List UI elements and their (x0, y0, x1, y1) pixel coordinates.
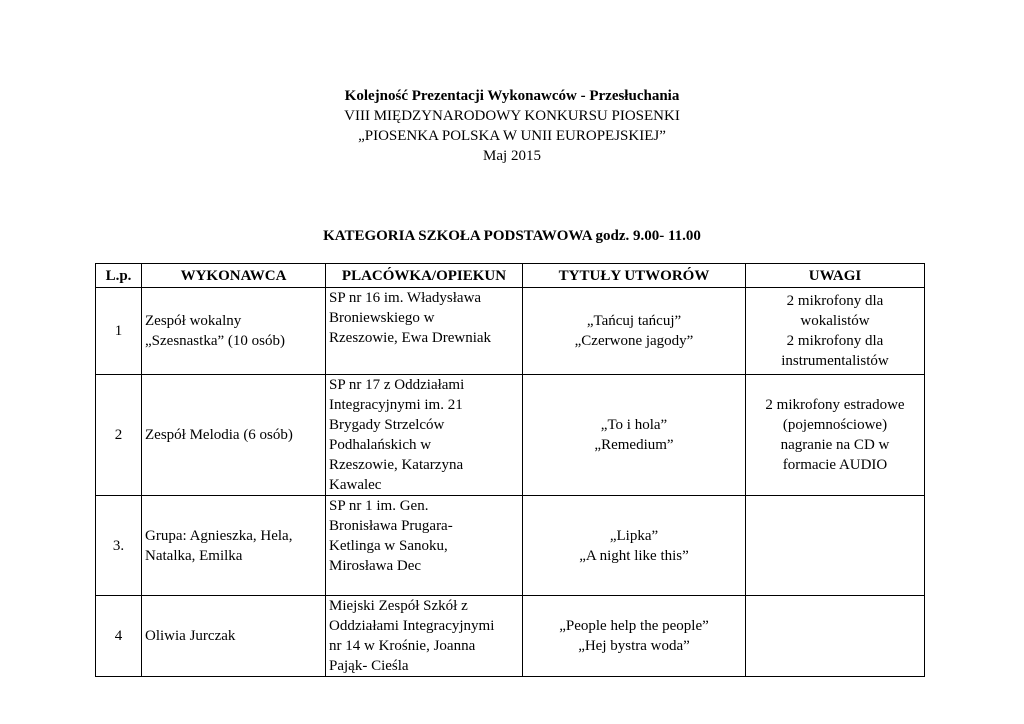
category-heading: KATEGORIA SZKOŁA PODSTAWOWA godz. 9.00- 11.00 (323, 228, 701, 244)
cell-notes-line: nagranie na CD w (780, 437, 890, 453)
cell-institution (326, 596, 523, 677)
cell-titles-line: „People help the people” (559, 618, 709, 634)
cell-notes (746, 288, 925, 375)
cell-performer-line: „Szesnastka” (10 osób) (145, 333, 285, 349)
cell-performer-line: Natalka, Emilka (145, 547, 243, 564)
cell-institution-line: SP nr 1 im. Gen. (329, 498, 429, 514)
document-header (0, 86, 1024, 166)
cell-titles-line: „To i hola” (600, 417, 668, 433)
cell-institution-line: Rzeszowie, Ewa Drewniak (329, 330, 492, 346)
cell-institution-line: Ketlinga w Sanoku, (329, 538, 448, 554)
cell-performer (142, 496, 326, 596)
cell-performer-line: Zespół Melodia (6 osób) (145, 427, 293, 443)
performers-table (95, 263, 925, 677)
cell-notes-line: instrumentalistów (781, 353, 889, 369)
cell-notes-line: formacie AUDIO (782, 457, 888, 473)
cell-institution (326, 375, 523, 496)
column-header-institution: PLACÓWKA/OPIEKUN (326, 264, 523, 288)
cell-institution-line: Rzeszowie, Katarzyna (329, 457, 464, 473)
column-header-notes: UWAGI (746, 264, 925, 288)
cell-institution-line: Miejski Zespół Szkół z (329, 598, 468, 614)
cell-institution-line: Kawalec (329, 477, 382, 493)
cell-institution (326, 288, 523, 375)
table-row (96, 288, 925, 375)
cell-titles (523, 596, 746, 677)
cell-titles-line: „A night like this” (579, 547, 689, 564)
cell-institution-line: Pająk- Cieśla (329, 658, 409, 674)
cell-notes (746, 596, 925, 677)
cell-notes-line: 2 mikrofony estradowe (765, 397, 905, 413)
cell-performer-line: Oliwia Jurczak (145, 628, 236, 644)
cell-institution-line: Mirosława Dec (329, 558, 422, 574)
cell-institution-line: Bronisława Prugara- (329, 518, 453, 534)
document-subtitle-2: „PIOSENKA POLSKA W UNII EUROPEJSKIEJ” (358, 128, 666, 144)
table-header-row (96, 264, 925, 288)
cell-performer (142, 375, 326, 496)
cell-titles-line: „Lipka” (609, 527, 659, 544)
cell-lp: 3. (96, 496, 142, 596)
cell-notes-line: 2 mikrofony dla (786, 293, 884, 309)
cell-performer-line: Zespół wokalny (145, 313, 242, 329)
column-header-titles: TYTUŁY UTWORÓW (523, 264, 746, 288)
cell-notes-line: wokalistów (800, 313, 870, 329)
document-title: Kolejność Prezentacji Wykonawców - Przesłuchania (344, 88, 680, 104)
cell-institution-line: Broniewskiego w (329, 310, 435, 326)
cell-institution-line: SP nr 16 im. Władysława (329, 290, 482, 306)
cell-institution-line: Oddziałami Integracyjnymi (329, 618, 495, 634)
cell-institution (326, 496, 523, 596)
cell-titles (523, 375, 746, 496)
table-row (96, 496, 925, 596)
table-row (96, 596, 925, 677)
cell-lp: 1 (96, 288, 142, 375)
cell-titles (523, 496, 746, 596)
cell-notes (746, 496, 925, 596)
cell-lp: 4 (96, 596, 142, 677)
cell-institution-line: Brygady Strzelców (329, 417, 445, 433)
cell-performer-line: Grupa: Agnieszka, Hela, (145, 527, 293, 544)
document-subtitle-1: VIII MIĘDZYNARODOWY KONKURSU PIOSENKI (344, 108, 680, 124)
document-date: Maj 2015 (483, 148, 541, 164)
cell-notes (746, 375, 925, 496)
cell-titles-line: „Czerwone jagody” (574, 333, 694, 349)
column-header-lp: L.p. (96, 264, 142, 288)
cell-titles-line: „Tańcuj tańcuj” (586, 313, 682, 329)
column-header-performer: WYKONAWCA (142, 264, 326, 288)
cell-titles-line: „Remedium” (594, 437, 674, 453)
cell-institution-line: Integracyjnymi im. 21 (329, 397, 463, 413)
cell-notes-line: (pojemnościowe) (782, 417, 888, 433)
table-row (96, 375, 925, 496)
cell-institution-line: Podhalańskich w (329, 437, 432, 453)
cell-performer (142, 596, 326, 677)
cell-notes-line: 2 mikrofony dla (786, 333, 884, 349)
cell-performer (142, 288, 326, 375)
cell-titles-line: „Hej bystra woda” (578, 638, 690, 654)
table-body (96, 288, 925, 677)
cell-institution-line: SP nr 17 z Oddziałami (329, 377, 465, 393)
cell-institution-line: nr 14 w Krośnie, Joanna (329, 638, 476, 654)
cell-lp: 2 (96, 375, 142, 496)
cell-titles (523, 288, 746, 375)
